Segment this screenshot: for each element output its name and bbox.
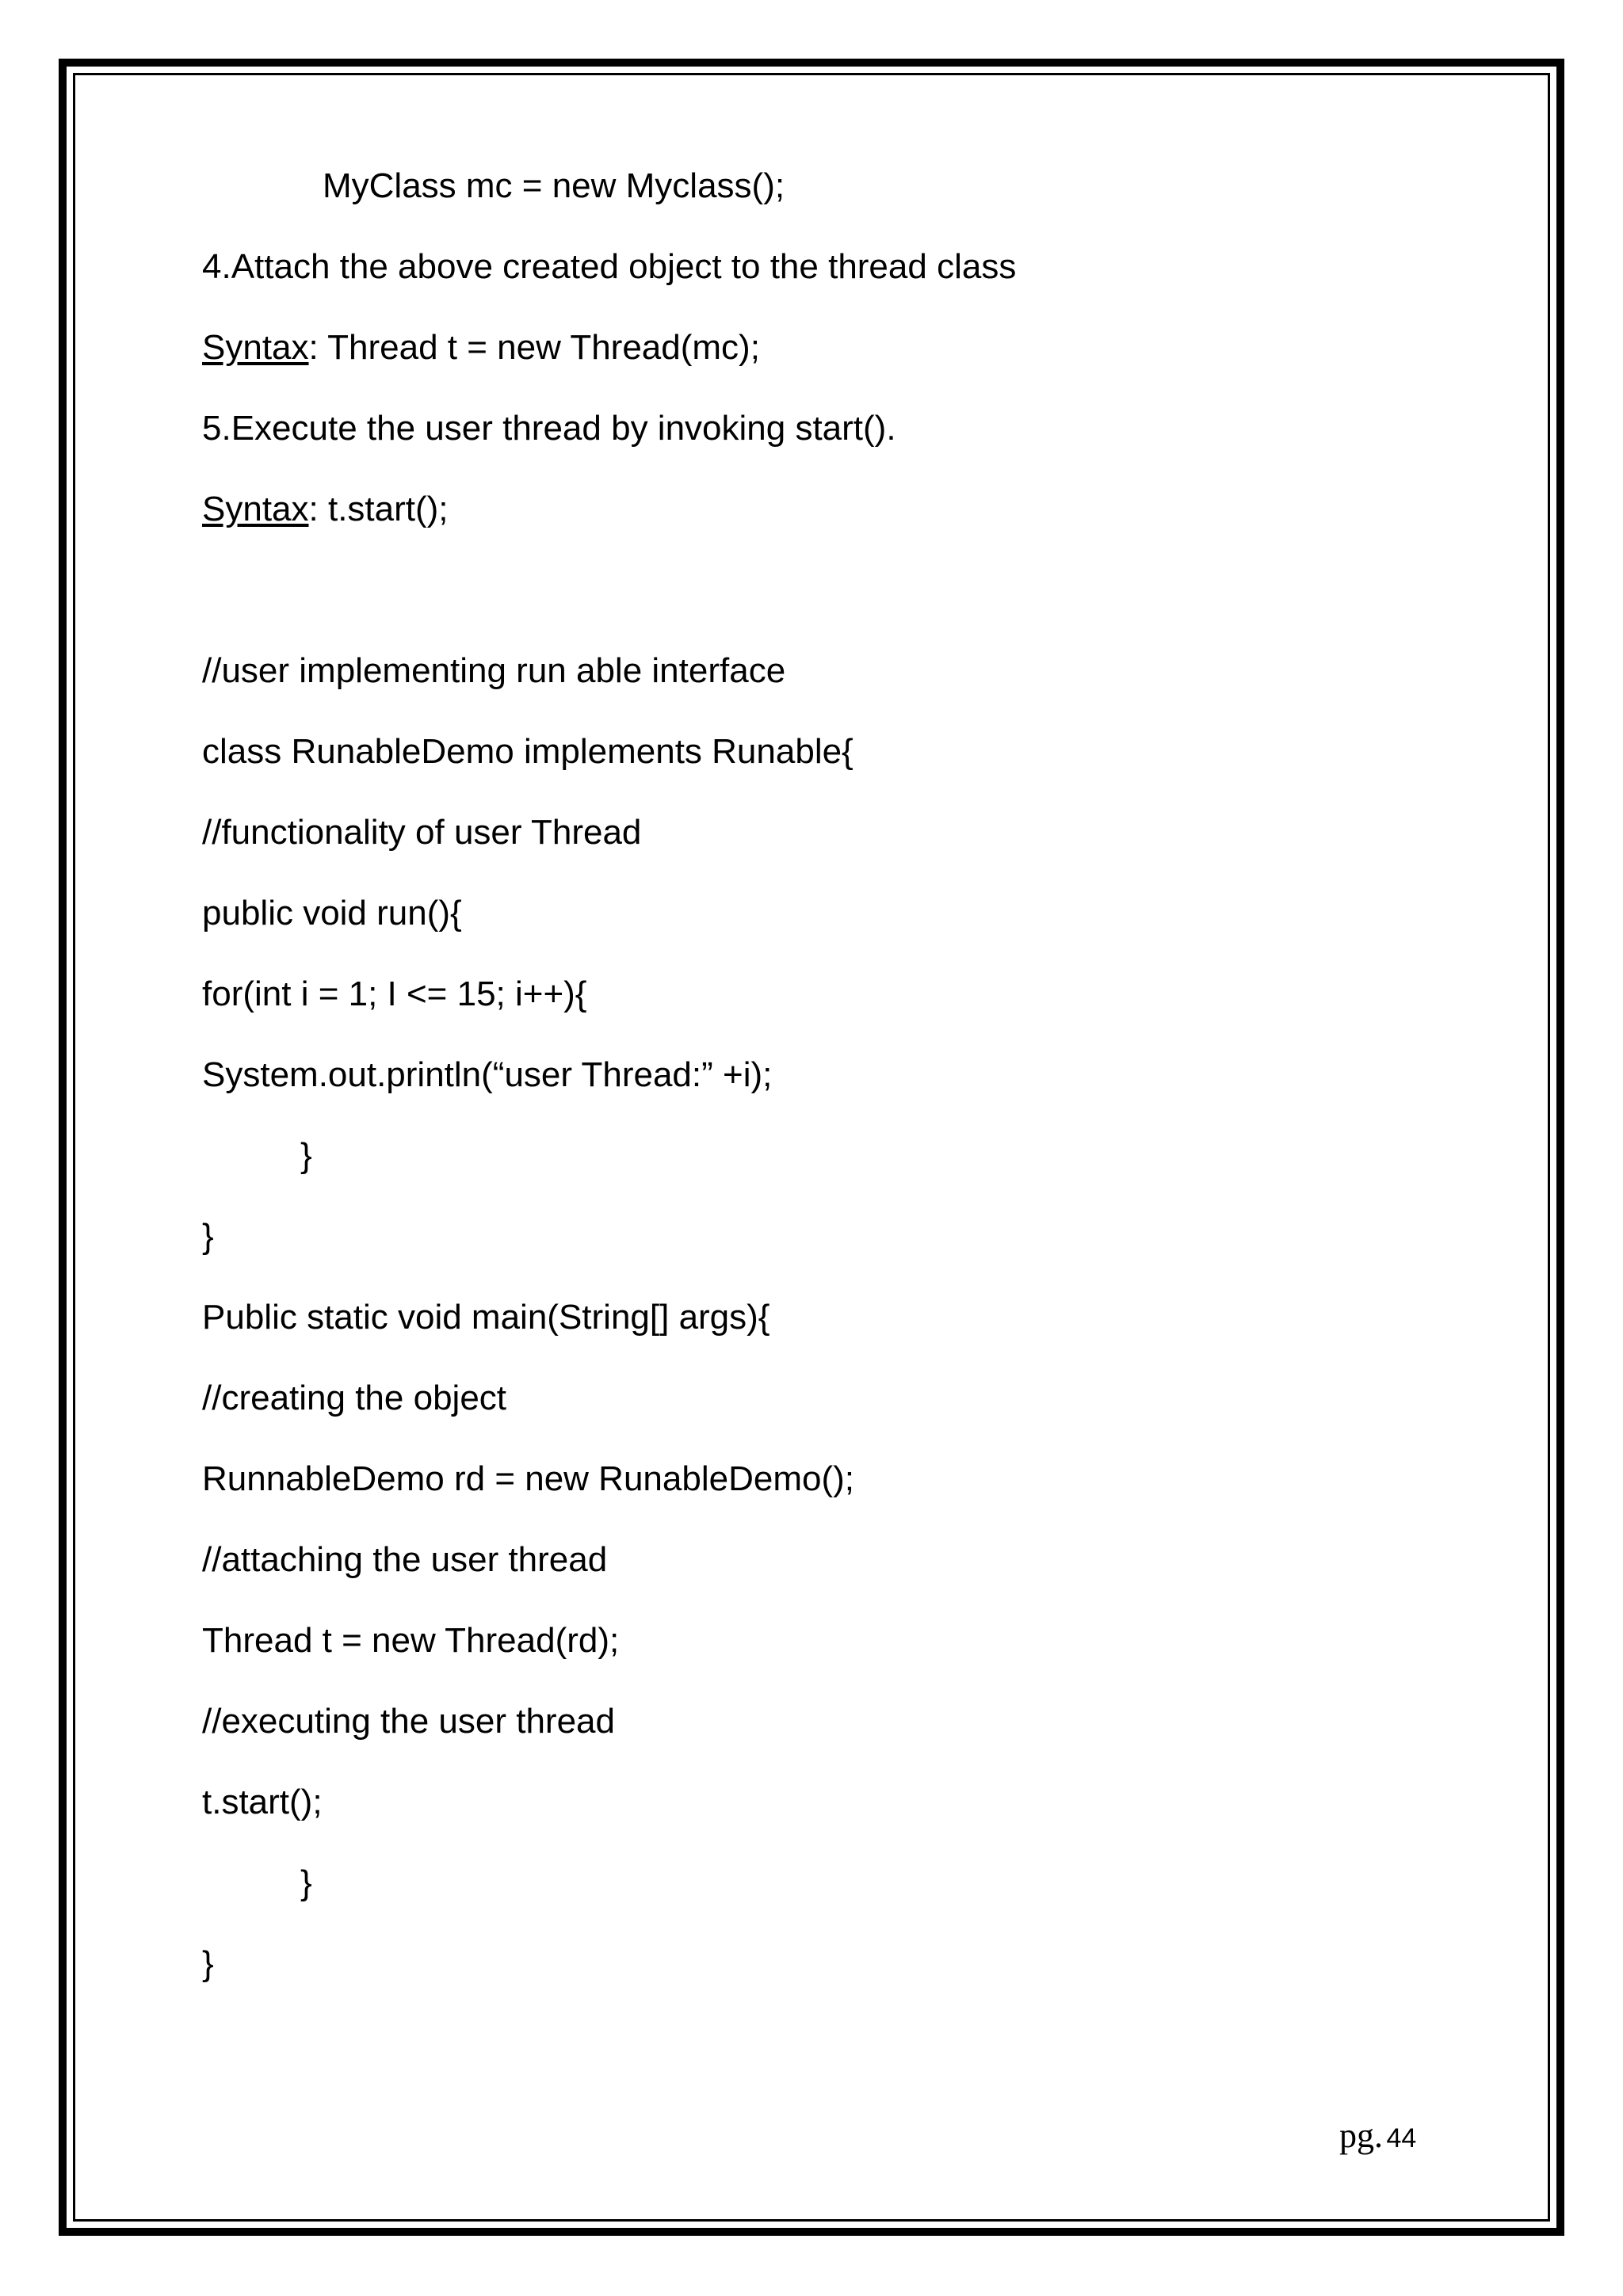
syntax-label: Syntax bbox=[202, 328, 309, 367]
syntax-label: Syntax bbox=[202, 490, 309, 528]
syntax-code: : Thread t = new Thread(mc); bbox=[308, 328, 760, 367]
code-brace: } bbox=[202, 1217, 214, 1256]
code-comment: //executing the user thread bbox=[202, 1702, 615, 1741]
code-line: for(int i = 1; I <= 15; i++){ bbox=[202, 974, 587, 1013]
code-line: t.start(); bbox=[202, 1783, 323, 1821]
code-line: class RunableDemo implements Runable{ bbox=[202, 732, 854, 771]
page-number-value: 44 bbox=[1386, 2123, 1417, 2153]
syntax-code: : t.start(); bbox=[308, 490, 449, 528]
syntax-line bbox=[202, 486, 449, 533]
code-brace: } bbox=[202, 1944, 214, 1983]
code-brace: } bbox=[300, 1863, 312, 1902]
code-line: System.out.println(“user Thread:” +i); bbox=[202, 1055, 773, 1094]
page-inner-border bbox=[73, 73, 1550, 2222]
page-prefix: pg. bbox=[1339, 2116, 1383, 2155]
code-comment: //functionality of user Thread bbox=[202, 813, 642, 852]
syntax-line bbox=[202, 324, 760, 372]
code-brace: } bbox=[300, 1136, 312, 1175]
step-5-text: 5.Execute the user thread by invoking start(). bbox=[202, 409, 896, 448]
code-comment: //attaching the user thread bbox=[202, 1540, 608, 1579]
page-number bbox=[1339, 2115, 1416, 2156]
code-line: MyClass mc = new Myclass(); bbox=[323, 166, 785, 205]
code-line: RunnableDemo rd = new RunableDemo(); bbox=[202, 1459, 854, 1498]
code-line: Thread t = new Thread(rd); bbox=[202, 1621, 620, 1660]
code-line: public void run(){ bbox=[202, 894, 462, 933]
code-comment: //creating the object bbox=[202, 1379, 507, 1417]
code-comment: //user implementing run able interface bbox=[202, 651, 786, 690]
step-4-text: 4.Attach the above created object to the thread class bbox=[202, 247, 1017, 286]
code-line: Public static void main(String[] args){ bbox=[202, 1298, 770, 1337]
